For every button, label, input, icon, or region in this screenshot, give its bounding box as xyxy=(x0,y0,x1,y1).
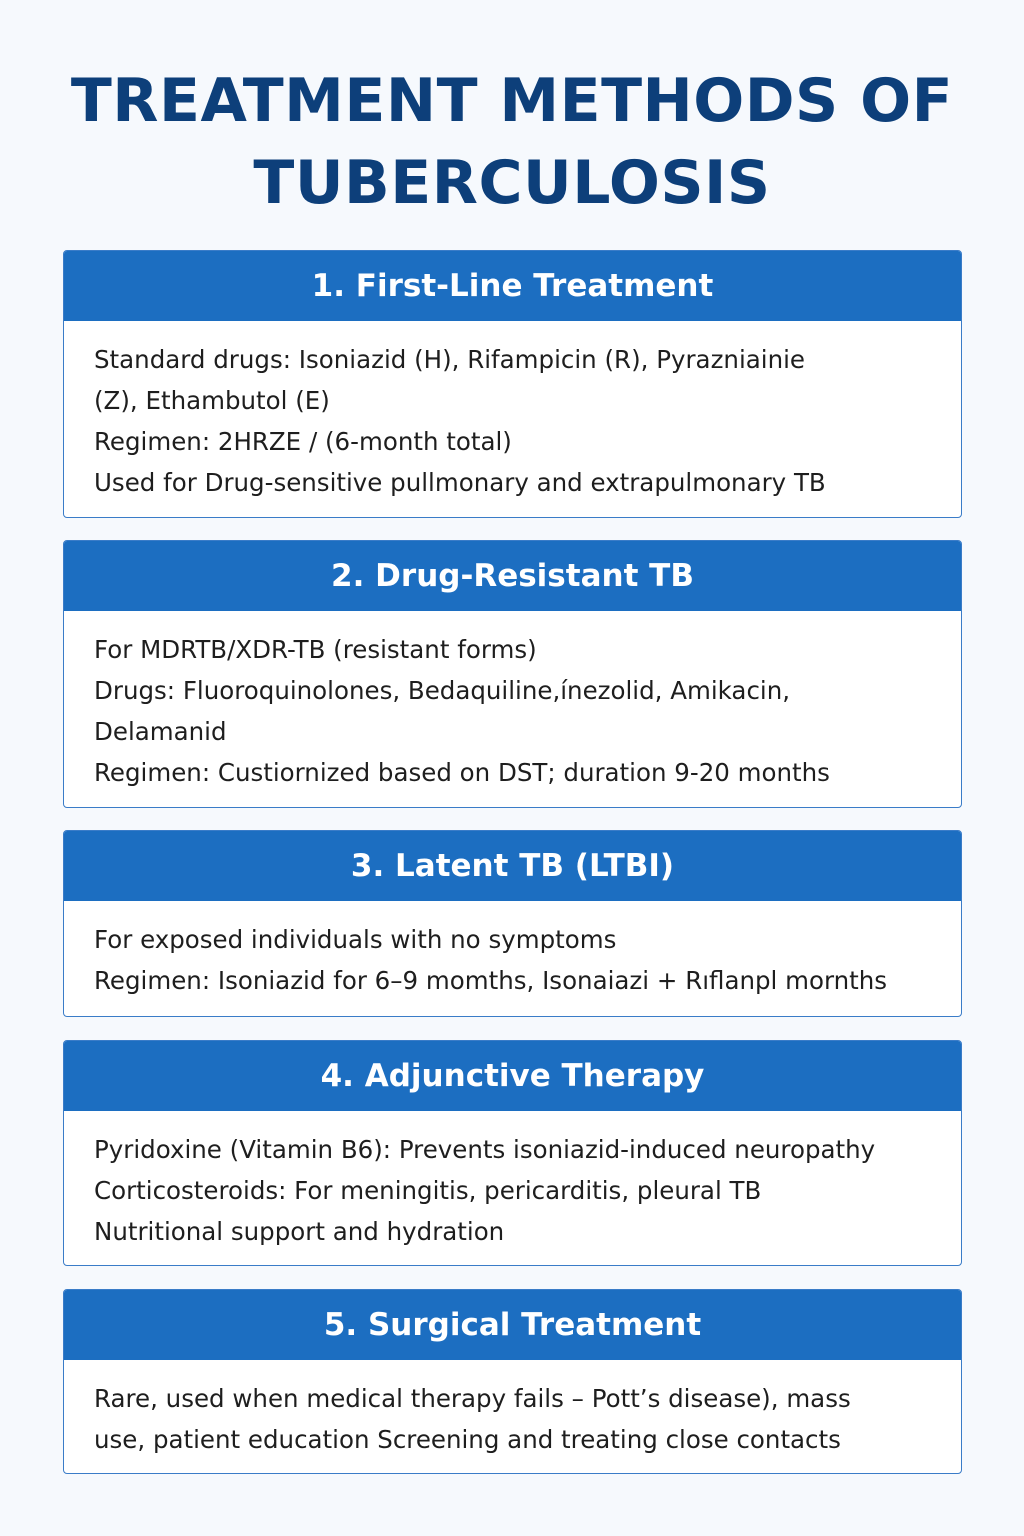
section-heading: 5. Surgical Treatment xyxy=(64,1290,961,1360)
section-first-line-treatment xyxy=(63,250,962,518)
page-title xyxy=(0,60,1024,224)
section-latent-tb xyxy=(63,830,962,1017)
section-line: For exposed individuals with no symptoms xyxy=(94,925,617,954)
section-adjunctive-therapy xyxy=(63,1040,962,1266)
section-body xyxy=(64,321,961,503)
section-surgical-treatment xyxy=(63,1289,962,1474)
section-body xyxy=(64,611,961,793)
section-body xyxy=(64,901,961,1001)
section-body xyxy=(64,1360,961,1460)
section-line: Standard drugs: Isoniazid (H), Rifampicin (R), Pyrazniainie xyxy=(94,345,805,374)
section-body xyxy=(64,1111,961,1252)
section-heading: 1. First-Line Treatment xyxy=(64,251,961,321)
page-title-line-2: TUBERCULOSIS xyxy=(253,148,771,218)
section-drug-resistant-tb xyxy=(63,540,962,808)
section-line: Nutritional support and hydration xyxy=(94,1217,505,1246)
section-line: Regimen: 2HRZE / (6-month total) xyxy=(94,427,512,456)
section-heading: 2. Drug-Resistant TB xyxy=(64,541,961,611)
section-line: Regimen: Isoniazid for 6–9 momths, Isonaiazi + Rıflanpl mornths xyxy=(94,966,888,995)
section-line: Drugs: Fluoroquinolones, Bedaquiline,ínezolid, Amikacin, xyxy=(94,676,791,705)
section-line: Corticosteroids: For meningitis, pericarditis, pleural TB xyxy=(94,1176,762,1205)
section-line: Regimen: Custiornized based on DST; duration 9-20 months xyxy=(94,758,830,787)
section-line: use, patient education Screening and treating close contacts xyxy=(94,1425,841,1454)
section-line: Pyridoxine (Vitamin B6): Prevents isoniazid-induced neuropathy xyxy=(94,1135,876,1164)
section-line: For MDRTB/XDR-TB (resistant forms) xyxy=(94,635,537,664)
page-title-line-1: TREATMENT METHODS OF xyxy=(70,66,954,136)
section-heading: 3. Latent TB (LTBI) xyxy=(64,831,961,901)
section-line: Rare, used when medical therapy fails – Pott’s disease), mass xyxy=(94,1384,851,1413)
section-heading: 4. Adjunctive Therapy xyxy=(64,1041,961,1111)
section-line: Used for Drug-sensitive pullmonary and extrapulmonary TB xyxy=(94,468,826,497)
section-line: (Z), Ethambutol (E) xyxy=(94,386,330,415)
section-line: Delamanid xyxy=(94,717,227,746)
